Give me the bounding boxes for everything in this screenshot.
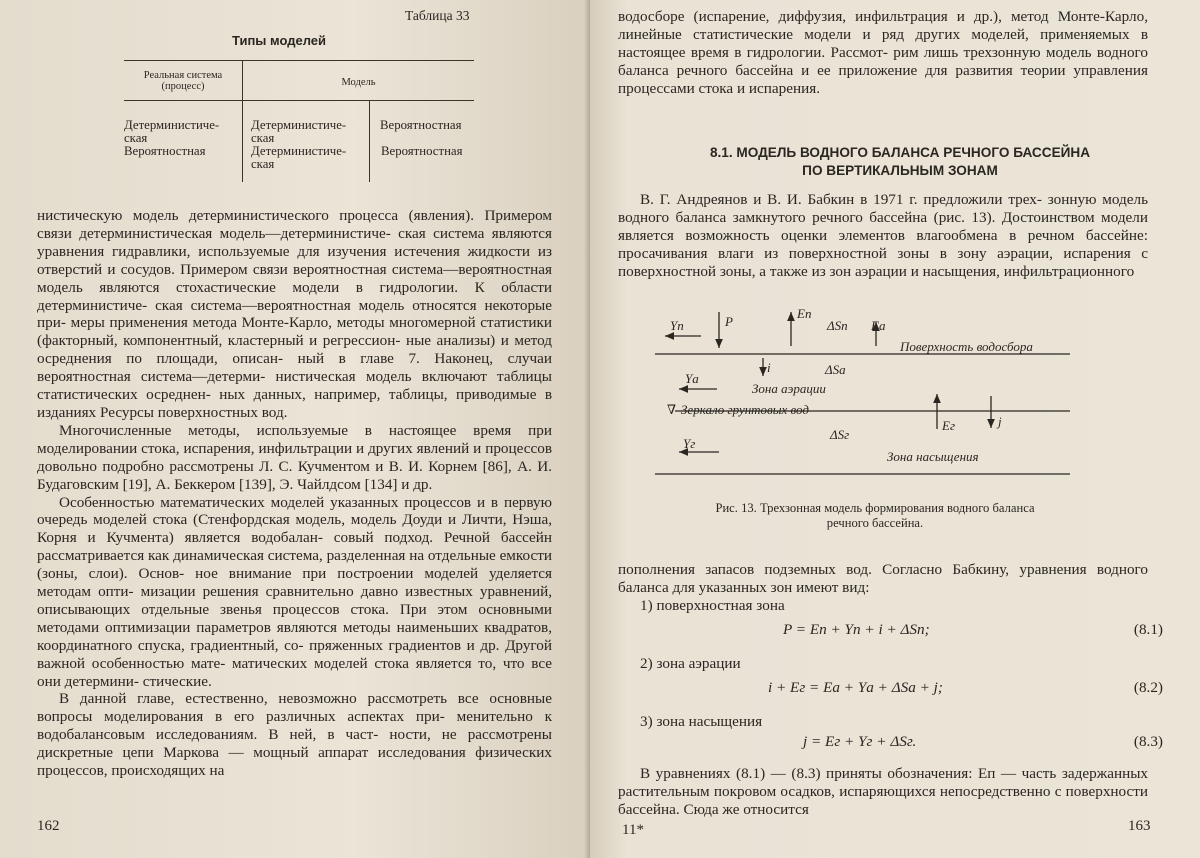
eq3-number: (8.3) — [1133, 733, 1163, 750]
three-zone-diagram — [655, 302, 1085, 487]
label-ea: Eа — [871, 318, 886, 333]
eq1-label: 1) поверхностная зона — [640, 597, 785, 614]
eq2-number: (8.2) — [1133, 679, 1163, 696]
table-cell-model-a: Детерминистиче- ская Детерминистиче- ская — [251, 118, 347, 171]
equation-8-3 — [618, 733, 1163, 753]
groundwater-symbol: ∇ — [667, 402, 677, 417]
table-cell-system-1: Детерминистиче- ская Вероятностная — [124, 118, 220, 158]
label-dsg: ΔSг — [830, 427, 850, 442]
table-rule-top — [124, 60, 474, 61]
left-page-number: 162 — [37, 818, 60, 834]
eq2-label: 2) зона аэрации — [640, 655, 741, 672]
right-page-number: 163 — [1128, 818, 1151, 834]
left-paragraph-1: нистическую модель детерминистического процесса (явления). Примером связи детерминистическая модель—детерминистиче- ская система являются уравнения гидравлики, используемые для изучения истечения жидкости из отверстий и сосудов. Примером связи вероятностная система—вероятностная модель являются стохастические модели в гидрологии. К области детерминистиче- ская система—вероятностная модель относятся некоторые при- меры применения метода Монте-Карло, методы многомерной статистики (факторный, компонентный, кластерный и регрессион- ные анализы) и метод осреднения по площади, описан- ный в главе 7. Наконец, случаи вероятностная система—детерми- нистическая модель включают таблицы статистических осреднен- ных данных, например, таблицы, приводимые в изданиях Ресурсы поверхностных вод. — [37, 207, 553, 421]
label-aeration: Зона аэрации — [752, 381, 826, 396]
right-intro-text: водосборе (испарение, диффузия, инфильтрация и др.), метод Монте-Карло, линейные статистические модели и ряд других моделей, применяемых в настоящее время в гидрологии. Рассмот- рим лишь трехзонную модель водного баланса речного бассейна и ее приложение для развития теории управления процессами стока и испарения. — [618, 8, 1149, 97]
table-title: Типы моделей — [232, 33, 327, 48]
label-dsn: ΔSп — [827, 318, 848, 333]
label-dsa: ΔSа — [825, 362, 846, 377]
left-page — [0, 0, 590, 858]
eq3-formula: j = Eг + Yг + ΔSг. — [803, 733, 917, 750]
section-title: 8.1. МОДЕЛЬ ВОДНОГО БАЛАНСА РЕЧНОГО БАССЕЙНА ПО ВЕРТИКАЛЬНЫМ ЗОНАМ — [709, 145, 1091, 178]
label-p: P — [725, 314, 733, 329]
table-header-model: Модель — [341, 77, 376, 88]
label-yg: Yг — [683, 436, 696, 451]
table-header-system: Реальная система (процесс) — [143, 70, 223, 92]
section-paragraph: В. Г. Андреянов и В. И. Бабкин в 1971 г. предложили трех- зонную модель водного баланса замкнутого речного бассейна (рис. 13). Достоинством модели является возможность оценки элементов влагообмена в речном бассейне: просачивания влаги из поверхностной зоны в зону аэрации, испарения с поверхностной зоны, а также из зон аэрации и насыщения, инфильтрационного — [618, 191, 1149, 280]
left-paragraph-2: Многочисленные методы, используемые в настоящее время при моделировании стока, испарения, инфильтрации и других явлений и процессов довольно подробно рассмотрены Л. С. Кучментом и В. И. Корнем [86], А. И. Будаговским [19], А. Беккером [139], Э. Чайлдсом [134] и др. — [37, 421, 552, 493]
label-yn: Yп — [670, 318, 684, 333]
eq3-label: 3) зона насыщения — [640, 713, 763, 730]
left-paragraph-4: В данной главе, естественно, невозможно рассмотреть все основные вопросы моделирования в его различных аспектах при- менительно к водобалансовым исследованиям. В ней, в част- ности, не рассмотрены дискретные цепи Маркова — мощный аппарат исследования физических процессов, происходящих на — [37, 690, 553, 780]
left-body-text — [37, 207, 552, 780]
label-ya: Yа — [685, 371, 699, 386]
table-rule-header — [124, 100, 474, 101]
label-j: j — [998, 414, 1002, 429]
table-cell-model-b-1: Вероятностная — [380, 118, 462, 132]
label-groundwater: Зеркало грунтовых вод — [681, 402, 809, 417]
after-figure-text: пополнения запасов подземных вод. Согласно Бабкину, уравнения водного баланса для указанных зон имеют вид: — [618, 561, 1148, 596]
label-saturation: Зона насыщения — [887, 449, 979, 464]
equation-8-2 — [618, 679, 1163, 699]
label-surface: Поверхность водосбора — [900, 339, 1033, 354]
equation-8-1 — [618, 621, 1163, 641]
table-rule-v2 — [369, 100, 370, 182]
table-cell-model-b-2: Вероятностная — [381, 144, 463, 158]
label-i: i — [767, 360, 771, 375]
signature-mark: 11* — [622, 822, 644, 838]
eq1-formula: P = Eп + Yп + i + ΔSп; — [783, 621, 930, 638]
left-paragraph-3: Особенностью математических моделей указанных процессов и в первую очередь моделей стока (Стенфордская модель, модель Доуди и Личти, Нэша, Корня и Кучмента) является водобалан- совый подход. Речной бассейн рассматривается как динамическая система, разделенная на отдельные емкости (зоны, слои). Основ- ное внимание при построении моделей уделяется методам опти- мизации решения сравнительно давно известных уравнений, описывающих отдельные звенья процессов стока. При этом основными методами оптимизации параметров являются методы наименьших квадратов, координатного спуска, градиентный, со- пряженных градиентов и др. Другой важной особенностью мате- матических моделей стока является то, что все они детермини- стические. — [37, 493, 553, 690]
eq2-formula: i + Eг = Eа + Yа + ΔSа + j; — [768, 679, 943, 696]
label-en: Eп — [797, 306, 812, 321]
closing-text: В уравнениях (8.1) — (8.3) приняты обозначения: Eп — часть задержанных растительным покровом осадков, испаряющихся непосредственно с поверхности бассейна. Сюда же относится — [618, 765, 1149, 818]
table-caption: Таблица 33 — [405, 8, 470, 23]
label-eg: Eг — [942, 418, 956, 433]
figure-caption: Рис. 13. Трехзонная модель формирования водного баланса речного бассейна. — [715, 501, 1035, 530]
eq1-number: (8.1) — [1133, 621, 1163, 638]
